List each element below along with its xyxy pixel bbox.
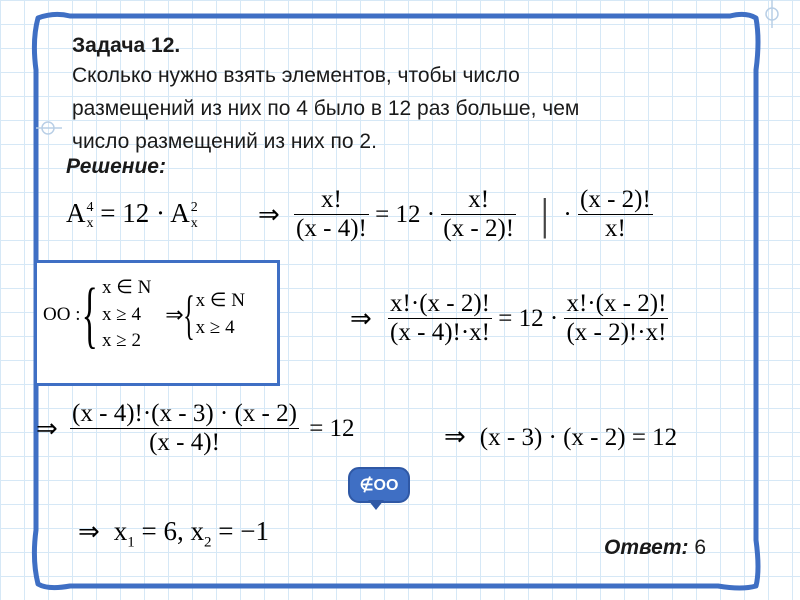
odz-box [34,260,280,386]
equation-5 [444,422,677,452]
eq3-fraction-1 [388,290,492,347]
eq4-fraction [70,400,299,457]
eq4-den: (x - 4)! [149,429,220,456]
eq6-x2-val: = −1 [211,516,269,546]
eq2-f3-den: x! [604,215,626,242]
not-in-odz-bubble: ∉ОО [348,467,410,503]
eq1-sub-left: x [86,215,94,231]
odz-system-2 [182,284,245,345]
task-line-1: Сколько нужно взять элементов, чтобы число [72,64,520,87]
odz-cond-3: x ≥ 2 [102,330,141,352]
eq4-rhs: = 12 [309,414,355,442]
task-line-2: размещений из них по 4 было в 12 раз больше, чем [72,97,580,120]
eq3-f2-den: (x - 2)!·x! [566,319,667,346]
eq6-arrow: ⇒ [78,517,100,546]
eq5-text: (x - 3) · (x - 2) = 12 [479,424,678,451]
odz-cond-5: x ≥ 4 [195,316,235,338]
equation-1 [66,198,198,231]
eq2-f1-num: x! [294,186,369,215]
eq3-fraction-2 [564,290,668,347]
eq2-bar: | [540,190,550,239]
odz-cond-2: x ≥ 4 [102,303,141,325]
eq3-arrow: ⇒ [350,303,372,333]
odz-system-1 [80,275,151,355]
odz-cond-1: x ∈ N [102,277,152,298]
eq2-f1-den: (x - 4)! [296,215,367,242]
answer-label: Ответ: [604,536,689,559]
eq5-arrow: ⇒ [444,422,466,451]
eq4-num: (x - 4)!·(x - 3) · (x - 2) [72,400,297,427]
odz-cond-4: x ∈ N [195,290,245,312]
eq6-x1: x [113,516,128,546]
eq6-x2-sub: 2 [204,534,212,551]
odz-system-1-lines [102,275,151,355]
eq3-f1-num: x!·(x - 2)! [390,290,490,317]
brace-icon: { [82,273,99,356]
eq2-fraction-1 [294,186,369,243]
brace-icon: { [182,284,195,345]
eq2-middle: = 12 · [375,200,436,228]
equation-6 [78,516,269,551]
task-title: Задача 12. [72,34,181,57]
solution-label: Решение: [66,155,166,178]
eq6-x1-val: = 6, x [134,516,205,546]
odz-content [43,275,245,355]
odz-system-2-lines [196,288,245,341]
eq2-arrow: ⇒ [258,199,280,229]
eq3-f2-num: x!·(x - 2)! [566,290,667,317]
eq3-middle: = 12 · [498,304,559,332]
eq2-dot: · [563,200,572,228]
eq1-sup-left: 4 [86,200,94,216]
eq6-x1-sub: 1 [127,534,135,551]
odz-arrow: ⇒ [165,301,184,327]
eq2-f2-den: (x - 2)! [443,215,515,242]
eq2-f2-num: x! [441,186,516,215]
eq1-sub-right: x [190,215,198,231]
equation-4 [36,400,355,457]
answer-value: 6 [688,536,707,559]
bubble-tail [368,500,384,510]
eq1-sup-right: 2 [190,200,198,216]
eq3-f1-den: (x - 4)!·x! [390,319,490,346]
eq2-f3-num: (x - 2)! [580,186,651,213]
task-line-3: число размещений из них по 2. [72,130,377,153]
eq4-arrow: ⇒ [36,413,58,443]
odz-label: ОО : [43,303,81,325]
eq2-fraction-3 [578,186,653,243]
eq1-a-left: A [66,198,86,228]
equation-3 [350,290,668,347]
eq1-middle: = 12 · A [100,198,190,228]
eq2-fraction-2 [441,186,516,243]
equation-2 [258,186,653,243]
answer [604,536,706,560]
